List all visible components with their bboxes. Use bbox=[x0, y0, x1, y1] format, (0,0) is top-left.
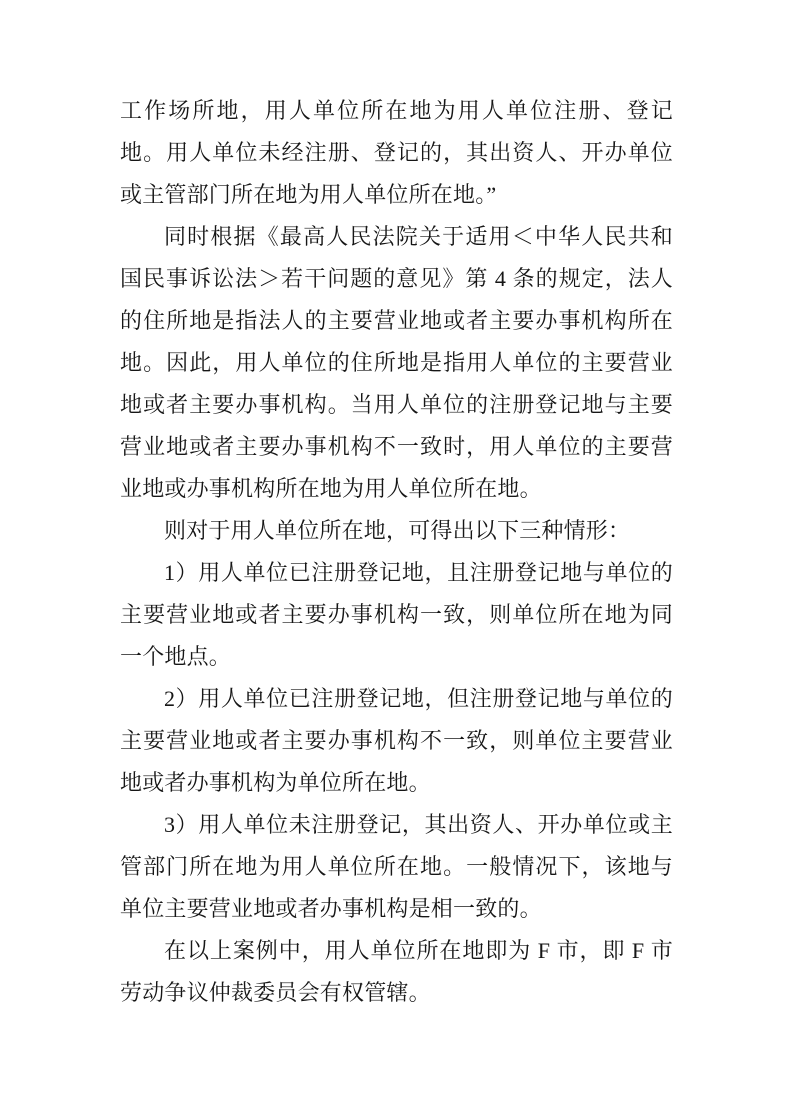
paragraph-continuation: 工作场所地，用人单位所在地为用人单位注册、登记地。用人单位未经注册、登记的，其出资人、开办单位或主管部门所在地为用人单位所在地。” bbox=[120, 98, 673, 207]
document-text-block bbox=[120, 90, 673, 1014]
paragraph-situation-2: 2）用人单位已注册登记地，但注册登记地与单位的主要营业地或者主要办事机构不一致，则单位主要营业地或者办事机构为单位所在地。 bbox=[120, 686, 673, 795]
paragraph-conclusion: 在以上案例中，用人单位所在地即为 F 市，即 F 市劳动争议仲裁委员会有权管辖。 bbox=[120, 938, 673, 1005]
paragraph-legal-basis: 同时根据《最高人民法院关于适用＜中华人民共和国民事诉讼法＞若干问题的意见》第 4 条的规定，法人的住所地是指法人的主要营业地或者主要办事机构所在地。因此，用人单位的住所地是指用人单位的主要营业地或者主要办事机构。当用人单位的注册登记地与主要营业地或者主要办事机构不一致时，用人单位的主要营业地或办事机构所在地为用人单位所在地。 bbox=[120, 224, 673, 501]
paragraph-situation-1: 1）用人单位已注册登记地，且注册登记地与单位的主要营业地或者主要办事机构一致，则单位所在地为同一个地点。 bbox=[120, 560, 673, 669]
paragraph-situation-3: 3）用人单位未注册登记，其出资人、开办单位或主管部门所在地为用人单位所在地。一般情况下，该地与单位主要营业地或者办事机构是相一致的。 bbox=[120, 812, 673, 921]
paragraph-three-situations-intro: 则对于用人单位所在地，可得出以下三种情形： bbox=[164, 518, 631, 543]
